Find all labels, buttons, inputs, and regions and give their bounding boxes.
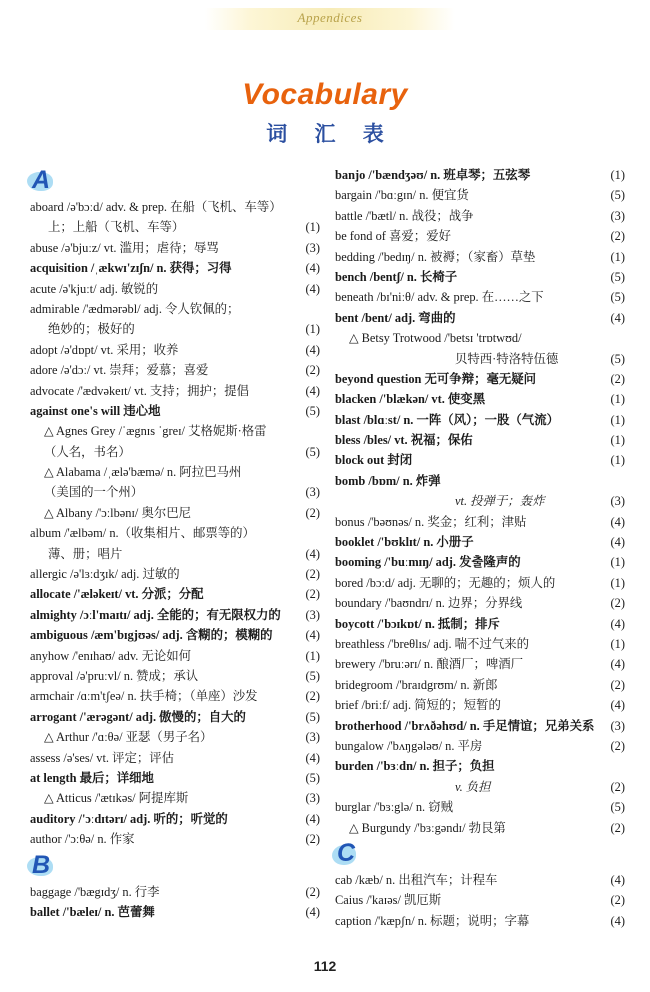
entry-text: bomb /bɒm/ n. 炸弹	[335, 473, 441, 488]
page-number: 112	[313, 958, 337, 974]
entry-unit-reference: (3)	[305, 730, 320, 745]
entry-unit-reference: (5)	[610, 188, 625, 203]
entry-text: △ Betsy Trotwood /'betsɪ 'trɒtwʊd/	[349, 331, 522, 346]
entry-unit-reference: (5)	[305, 709, 320, 724]
entry-text: brief /briːf/ adj. 简短的；短暂的	[335, 698, 501, 713]
vocabulary-entry	[30, 465, 320, 479]
letter-heading-a	[30, 168, 320, 198]
vocabulary-entry	[30, 730, 320, 744]
entry-text: △ Arthur /'ɑːθə/ 亚瑟（男子名）	[44, 730, 213, 745]
vocabulary-entry	[335, 535, 625, 549]
vocabulary-entry	[335, 311, 625, 325]
entry-unit-reference: (5)	[305, 770, 320, 785]
entry-unit-reference: (4)	[305, 904, 320, 919]
vocabulary-entry	[30, 343, 320, 357]
vocabulary-entry	[30, 485, 320, 499]
vocabulary-entry	[335, 739, 625, 753]
vocabulary-entry	[335, 372, 625, 386]
vocabulary-entry	[335, 914, 625, 928]
entry-text: boycott /'bɔɪkɒt/ n. 抵制；排斥	[335, 616, 500, 631]
entry-text: author /'ɔːθə/ n. 作家	[30, 832, 135, 847]
entry-unit-reference: (5)	[610, 800, 625, 815]
entry-text: ambiguous /æm'bɪgjʊəs/ adj. 含糊的；模糊的	[30, 628, 273, 643]
vocabulary-entry	[335, 576, 625, 590]
page-title-english: Vocabulary	[242, 78, 408, 111]
vocabulary-entry	[335, 453, 625, 467]
letter-heading-glyph: A	[32, 166, 51, 194]
entry-text: allergic /ə'lɜːdʒɪk/ adj. 过敏的	[30, 567, 180, 582]
vocabulary-entry	[30, 526, 320, 540]
vocabulary-entry	[30, 567, 320, 581]
entry-text: beyond question 无可争辩；毫无疑问	[335, 371, 537, 386]
entry-text: almighty /ɔːl'maɪtɪ/ adj. 全能的；有无限权力的	[30, 607, 281, 622]
letter-heading-glyph: C	[337, 838, 356, 867]
entry-unit-reference: (2)	[305, 884, 320, 899]
entry-text: bless /bles/ vt. 祝福；保佑	[335, 433, 473, 448]
entry-unit-reference: (2)	[610, 229, 625, 244]
entry-text: at length 最后；详细地	[30, 770, 154, 785]
vocabulary-entry	[30, 445, 320, 459]
entry-text: burglar /'bɜːglə/ n. 窃贼	[335, 800, 454, 815]
entry-unit-reference: (2)	[610, 820, 625, 835]
vocabulary-entry	[335, 893, 625, 907]
vocabulary-entry	[30, 649, 320, 663]
entry-text: 薄、册；唱片	[48, 546, 123, 561]
entry-text: bargain /'bɑːgɪn/ n. 便宜货	[335, 188, 469, 203]
vocabulary-entry	[335, 392, 625, 406]
column-left	[30, 168, 320, 938]
vocabulary-entry	[30, 261, 320, 275]
vocabulary-entry	[335, 657, 625, 671]
vocabulary-entry	[335, 331, 625, 345]
vocabulary-entry	[30, 905, 320, 919]
entry-text: bench /bentʃ/ n. 长椅子	[335, 269, 458, 284]
vocabulary-entry	[30, 628, 320, 642]
entry-unit-reference: (2)	[610, 893, 625, 908]
entry-unit-reference: (4)	[305, 628, 320, 643]
entry-unit-reference: (2)	[305, 363, 320, 378]
entry-unit-reference: (2)	[610, 779, 625, 794]
entry-unit-reference: (4)	[610, 616, 625, 631]
entry-text: （人名，书名）	[44, 444, 131, 459]
entry-unit-reference: (3)	[305, 240, 320, 255]
vocabulary-entry	[335, 433, 625, 447]
entry-text: bedding /'bedɪŋ/ n. 被褥；（家畜）草垫	[335, 249, 536, 264]
entry-unit-reference: (1)	[610, 555, 625, 570]
entry-text: cab /kæb/ n. 出租汽车；计程车	[335, 872, 498, 887]
entry-unit-reference: (3)	[305, 485, 320, 500]
entry-text: bungalow /'bʌŋgələʊ/ n. 平房	[335, 738, 483, 753]
vocabulary-entry	[335, 759, 625, 773]
entry-text: against one's will 违心地	[30, 403, 161, 418]
entry-unit-reference: (4)	[610, 514, 625, 529]
entry-text: booklet /'bʊklɪt/ n. 小册子	[335, 535, 474, 550]
vocabulary-entry	[30, 200, 320, 214]
entry-unit-reference: (1)	[610, 636, 625, 651]
vocabulary-entry	[30, 812, 320, 826]
entry-unit-reference: (1)	[305, 322, 320, 337]
entry-unit-reference: (3)	[610, 494, 625, 509]
vocabulary-entry	[335, 873, 625, 887]
entry-text: Caius /'kaɪəs/ 凯厄斯	[335, 893, 442, 908]
entry-text: bored /bɔːd/ adj. 无聊的；无趣的；烦人的	[335, 575, 556, 590]
entry-text: bonus /'bəʊnəs/ n. 奖金；红利；津贴	[335, 514, 527, 529]
entry-unit-reference: (4)	[610, 535, 625, 550]
page-title-chinese: 词 汇 表	[266, 122, 394, 146]
entry-text: 绝妙的；极好的	[48, 322, 135, 337]
entry-text: arrogant /'ærəgənt/ adj. 傲慢的；自大的	[30, 709, 246, 724]
entry-unit-reference: (1)	[610, 412, 625, 427]
vocabulary-entry	[335, 555, 625, 569]
entry-text: approval /ə'pruːvl/ n. 赞成；承认	[30, 668, 199, 683]
vocabulary-entry	[30, 404, 320, 418]
entry-text: boundary /'baʊndrɪ/ n. 边界；分界线	[335, 596, 523, 611]
vocabulary-entry	[30, 302, 320, 316]
entry-unit-reference: (1)	[305, 220, 320, 235]
letter-heading-glyph: B	[32, 850, 51, 879]
vocabulary-entry	[30, 506, 320, 520]
entry-text: be fond of 喜爱；爱好	[335, 229, 451, 244]
vocabulary-entry	[335, 168, 625, 182]
entry-unit-reference: (2)	[305, 689, 320, 704]
vocabulary-entry	[30, 424, 320, 438]
entry-unit-reference: (1)	[610, 575, 625, 590]
vocabulary-entry	[30, 608, 320, 622]
vocabulary-entry	[30, 669, 320, 683]
entry-text: adopt /ə'dɒpt/ vt. 采用；收养	[30, 342, 179, 357]
entry-text: bridegroom /'braɪdgrʊm/ n. 新郎	[335, 677, 498, 692]
entry-text: △ Alabama /ˌælə'bæmə/ n. 阿拉巴马州	[44, 465, 242, 480]
vocabulary-entry	[335, 515, 625, 529]
entry-text: caption /'kæpʃn/ n. 标题；说明；字幕	[335, 913, 530, 928]
entry-text: △ Agnes Grey /ˈægnɪs ˈgreɪ/ 艾格妮斯·格雷	[44, 424, 267, 439]
entry-text: blast /blɑːst/ n. 一阵（风）；一股（气流）	[335, 412, 559, 427]
entry-text: breathless /'breθlɪs/ adj. 喘不过气来的	[335, 636, 529, 651]
entry-unit-reference: (4)	[305, 342, 320, 357]
entry-unit-reference: (1)	[610, 392, 625, 407]
entry-unit-reference: (2)	[610, 677, 625, 692]
column-right	[335, 168, 625, 938]
entry-unit-reference: (3)	[305, 791, 320, 806]
entry-unit-reference: (5)	[610, 269, 625, 284]
vocabulary-entry	[30, 832, 320, 846]
entry-text: acute /ə'kjuːt/ adj. 敏锐的	[30, 281, 159, 296]
entry-unit-reference: (4)	[610, 872, 625, 887]
vocabulary-entry	[335, 719, 625, 733]
vocabulary-entry	[335, 270, 625, 284]
vocabulary-entry	[335, 413, 625, 427]
entry-text: △ Atticus /'ætɪkəs/ 阿提库斯	[44, 791, 189, 806]
entry-unit-reference: (1)	[305, 648, 320, 663]
vocabulary-entry	[30, 689, 320, 703]
entry-unit-reference: (2)	[610, 371, 625, 386]
entry-text: block out 封闭	[335, 453, 413, 468]
entry-text: v. 负担	[455, 779, 491, 794]
vocabulary-entry	[30, 363, 320, 377]
vocabulary-entry	[335, 637, 625, 651]
letter-heading-c	[335, 838, 625, 871]
entry-text: burden /'bɜːdn/ n. 担子；负担	[335, 759, 495, 774]
entry-unit-reference: (2)	[610, 738, 625, 753]
entry-text: anyhow /'enɪhaʊ/ adv. 无论如何	[30, 648, 192, 663]
entry-text: blacken /'blækən/ vt. 使变黑	[335, 392, 486, 407]
vocabulary-columns	[30, 168, 630, 938]
entry-unit-reference: (5)	[305, 403, 320, 418]
vocabulary-entry	[30, 282, 320, 296]
entry-text: banjo /'bændʒəʊ/ n. 班卓琴；五弦琴	[335, 168, 531, 182]
entry-text: abuse /ə'bjuːz/ vt. 滥用；虐待；辱骂	[30, 240, 219, 255]
running-head-band	[205, 8, 455, 30]
entry-unit-reference: (4)	[610, 913, 625, 928]
entry-unit-reference: (3)	[610, 208, 625, 223]
entry-text: acquisition /ˌækwɪ'zɪʃn/ n. 获得；习得	[30, 261, 232, 276]
vocabulary-entry	[335, 474, 625, 488]
entry-unit-reference: (2)	[305, 567, 320, 582]
entry-text: beneath /bɪ'niːθ/ adv. & prep. 在……之下	[335, 290, 544, 305]
entry-unit-reference: (4)	[305, 261, 320, 276]
entry-unit-reference: (2)	[610, 596, 625, 611]
entry-unit-reference: (4)	[305, 546, 320, 561]
vocabulary-entry	[335, 800, 625, 814]
entry-unit-reference: (3)	[305, 607, 320, 622]
entry-unit-reference: (4)	[305, 811, 320, 826]
vocabulary-entry	[335, 229, 625, 243]
vocabulary-entry	[30, 547, 320, 561]
entry-text: album /'ælbəm/ n.（收集相片、邮票等的）	[30, 526, 255, 541]
entry-unit-reference: (4)	[305, 750, 320, 765]
entry-unit-reference: (5)	[305, 444, 320, 459]
entry-text: allocate /'æləkeɪt/ vt. 分派；分配	[30, 587, 204, 602]
entry-unit-reference: (4)	[610, 310, 625, 325]
entry-unit-reference: (5)	[305, 668, 320, 683]
vocabulary-entry	[335, 596, 625, 610]
vocabulary-entry	[335, 188, 625, 202]
vocabulary-entry	[335, 209, 625, 223]
entry-text: △ Burgundy /'bɜːgəndɪ/ 勃艮第	[349, 820, 506, 835]
vocabulary-entry	[30, 885, 320, 899]
entry-unit-reference: (1)	[610, 249, 625, 264]
vocabulary-entry	[335, 250, 625, 264]
entry-unit-reference: (4)	[610, 698, 625, 713]
entry-text: brewery /'bruːərɪ/ n. 酿酒厂；啤酒厂	[335, 657, 524, 672]
entry-text: baggage /'bægɪdʒ/ n. 行李	[30, 884, 160, 899]
vocabulary-entry	[335, 780, 625, 794]
vocabulary-entry	[335, 494, 625, 508]
entry-unit-reference: (4)	[305, 281, 320, 296]
entry-text: bent /bent/ adj. 弯曲的	[335, 310, 456, 325]
vocabulary-entry	[335, 290, 625, 304]
entry-unit-reference: (1)	[610, 433, 625, 448]
entry-unit-reference: (2)	[305, 587, 320, 602]
entry-unit-reference: (4)	[610, 657, 625, 672]
entry-text: booming /'buːmɪŋ/ adj. 发출隆声的	[335, 555, 521, 570]
entry-unit-reference: (2)	[305, 832, 320, 847]
vocabulary-entry	[335, 352, 625, 366]
entry-text: 贝特西·特洛特伍德	[455, 351, 559, 366]
entry-text: adore /ə'dɔː/ vt. 崇拜；爱慕；喜爱	[30, 363, 209, 378]
entry-unit-reference: (5)	[610, 351, 625, 366]
vocabulary-entry	[335, 698, 625, 712]
entry-unit-reference: (4)	[305, 383, 320, 398]
vocabulary-entry	[335, 821, 625, 835]
vocabulary-entry	[30, 322, 320, 336]
entry-text: assess /ə'ses/ vt. 评定；评估	[30, 750, 175, 765]
entry-text: battle /'bætl/ n. 战役；战争	[335, 208, 474, 223]
entry-text: vt. 投弹于；轰炸	[455, 494, 545, 509]
entry-text: armchair /ɑːm'tʃeə/ n. 扶手椅；（单座）沙发	[30, 689, 258, 704]
entry-text: brotherhood /'brʌðəhʊd/ n. 手足情谊；兄弟关系	[335, 718, 595, 733]
vocabulary-entry	[30, 751, 320, 765]
vocabulary-entry	[335, 678, 625, 692]
entry-unit-reference: (5)	[610, 290, 625, 305]
vocabulary-entry	[30, 241, 320, 255]
vocabulary-entry	[30, 384, 320, 398]
vocabulary-entry	[30, 771, 320, 785]
vocabulary-entry	[30, 710, 320, 724]
letter-heading-b	[30, 850, 320, 883]
entry-text: aboard /ə'bɔːd/ adv. & prep. 在船（飞机、车等）	[30, 200, 282, 214]
vocabulary-entry	[30, 587, 320, 601]
entry-unit-reference: (1)	[610, 453, 625, 468]
vocabulary-entry	[30, 220, 320, 234]
entry-text: 上；上船（飞机、车等）	[48, 220, 185, 235]
entry-text: ballet /'bæleɪ/ n. 芭蕾舞	[30, 904, 155, 919]
entry-text: auditory /'ɔːdɪtərɪ/ adj. 听的；听觉的	[30, 811, 228, 826]
vocabulary-entry	[30, 791, 320, 805]
entry-unit-reference: (1)	[610, 168, 625, 182]
entry-unit-reference: (3)	[610, 718, 625, 733]
entry-text: △ Albany /'ɔːlbənɪ/ 奥尔巴尼	[44, 505, 192, 520]
vocabulary-entry	[335, 617, 625, 631]
entry-text: admirable /'ædmərəbl/ adj. 令人钦佩的；	[30, 301, 240, 316]
entry-unit-reference: (2)	[305, 505, 320, 520]
running-head-text: Appendices	[297, 10, 363, 25]
entry-text: advocate /'ædvəkeɪt/ vt. 支持；拥护；提倡	[30, 383, 250, 398]
entry-text: （美国的一个州）	[44, 485, 144, 500]
